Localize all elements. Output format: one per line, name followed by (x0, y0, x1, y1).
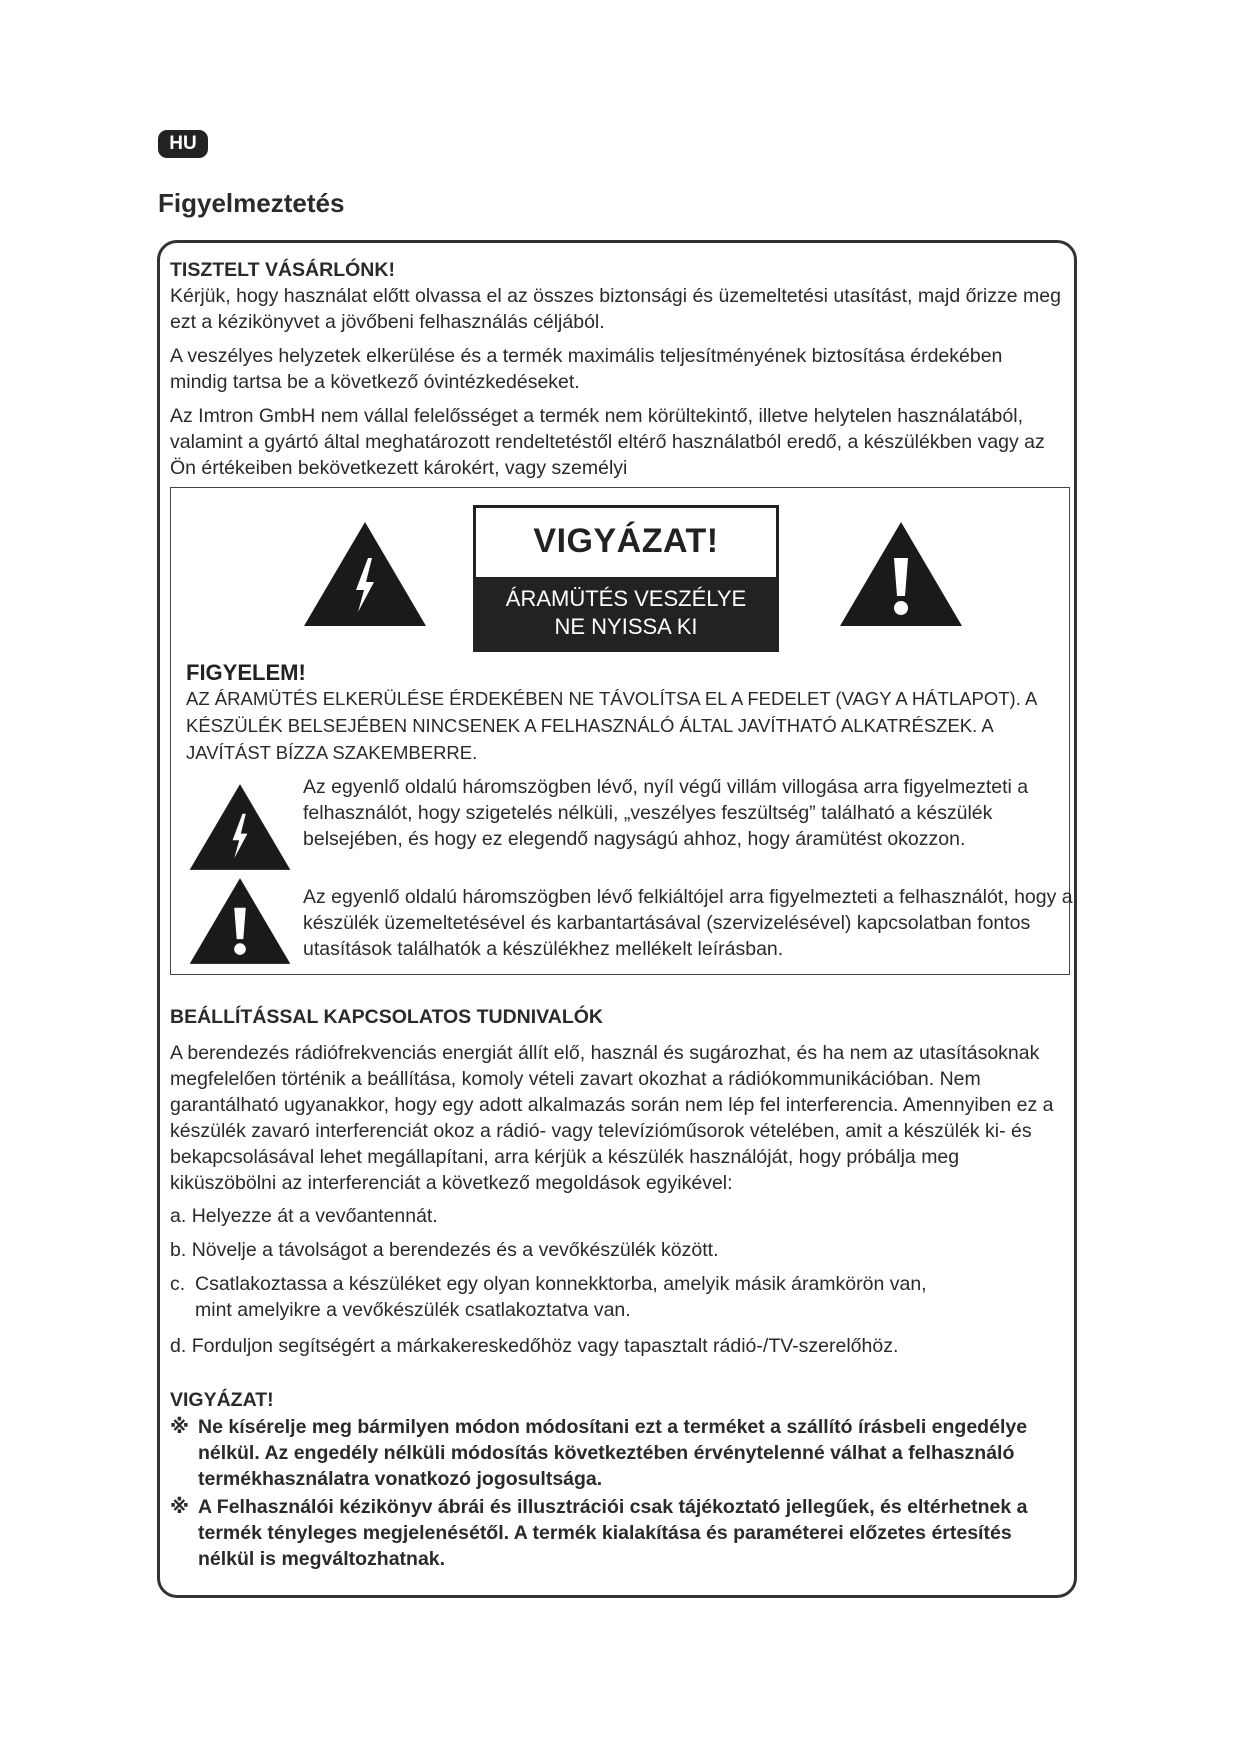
intro-paragraph-3: Az Imtron GmbH nem vállal felelősséget a termék nem körültekintő, illetve helytelen használatából, valamint a gyártó által meghatározott rendeltetéstől eltérő használatból eredő, a készülékben vagy az Ön értékeiben bekövetkezett károkért, vagy személyi (170, 405, 1045, 479)
caution-line-2: NE NYISSA KI (554, 614, 698, 639)
exclamation-triangle-icon (838, 520, 964, 628)
settings-item-a: a. Helyezze át a vevőantennát. (170, 1205, 438, 1227)
intro-paragraph-2: A veszélyes helyzetek elkerülése és a termék maximális teljesítményének biztosítása érdekében mindig tartsa be a következő óvintézkedéseket. (170, 345, 1003, 393)
caution-title: VIGYÁZAT! (533, 522, 719, 560)
intro-paragraph-1: Kérjük, hogy használat előtt olvassa el az összes biztonsági és üzemeltetési utasítást, majd őrizze meg ezt a kézikönyvet a jövőbeni felhasználás céljából. (170, 285, 1061, 333)
intro-heading: TISZTELT VÁSÁRLÓNK! (170, 259, 395, 281)
exclamation-symbol-icon (188, 875, 292, 967)
vigyazat-heading: VIGYÁZAT! (170, 1389, 274, 1411)
vigyazat-note-2: ※ A Felhasználói kézikönyv ábrái és illusztrációi csak tájékoztató jellegűek, és eltérhetnek a termék tényleges megjelenésétől. A termék kialakítása és paraméterei előzetes értesítés nélkül is megváltozhatnak. (170, 1496, 1028, 1570)
lightning-symbol-text: Az egyenlő oldalú háromszögben lévő, nyíl végű villám villogása arra figyelmezteti a felhasználót, hogy szigetelés nélküli, „veszélyes feszültség” található a készülék belsejében, és hogy ez elegendő nagyságú ahhoz, hogy áramütést okozzon. (303, 776, 1029, 850)
caution-band (476, 577, 776, 649)
settings-text: A berendezés rádiófrekvenciás energiát állít elő, használ és sugározhat, és ha nem az utasításoknak megfelelően történik a beállítása, komoly vételi zavart okozhat a rádiókommunikációban. Nem garantálható ugyanakkor, hogy egy adott alkalmazás során nem lép fel interferencia. Amennyiben ez a készülék zavaró interferenciát okoz a rádió- vagy televízióműsorok vételében, amit a készülék ki- és bekapcsolásával lehet megállapítani, arra kérjük a készülék használóját, hogy próbálja meg kiküszöbölni az interferenciát a következő megoldások egyikével: (170, 1042, 1054, 1194)
settings-item-c: c. Csatlakoztassa a készüléket egy olyan konnekktorba, amelyik másik áramkörön van, mint amelyikre a vevőkészülék csatlakoztatva van. (170, 1273, 927, 1321)
caution-label (473, 505, 779, 652)
page-title: Figyelmeztetés (158, 188, 345, 218)
language-badge: HU (158, 130, 208, 158)
lightning-triangle-icon (302, 520, 428, 628)
lightning-symbol-icon (188, 781, 292, 873)
exclamation-symbol-text: Az egyenlő oldalú háromszögben lévő felkiáltójel arra figyelmezteti a felhasználót, hogy a készülék üzemeltetésével és karbantartásával (szervizelésével) kapcsolatban fontos utasítások találhatók a készülékhez mellékelt leírásban. (303, 886, 1073, 960)
settings-heading: BEÁLLÍTÁSSAL KAPCSOLATOS TUDNIVALÓK (170, 1006, 603, 1028)
settings-item-d: d. Forduljon segítségért a márkakereskedőhöz vagy tapasztalt rádió-/TV-szerelőhöz. (170, 1335, 899, 1357)
settings-item-b: b. Növelje a távolságot a berendezés és a vevőkészülék között. (170, 1239, 719, 1261)
figyelem-heading: FIGYELEM! (186, 660, 306, 685)
caution-line-1: ÁRAMÜTÉS VESZÉLYE (505, 586, 747, 611)
figyelem-text: AZ ÁRAMÜTÉS ELKERÜLÉSE ÉRDEKÉBEN NE TÁVOLÍTSA EL A FEDELET (VAGY A HÁTLAPOT). A KÉSZÜLÉK BELSEJÉBEN NINCSENEK A FELHASZNÁLÓ ÁLTAL JAVÍTHATÓ ALKATRÉSZEK. A JAVÍTÁST BÍZZA SZAKEMBERRE. (186, 688, 1037, 763)
vigyazat-note-1: ※ Ne kísérelje meg bármilyen módon módosítani ezt a terméket a szállító írásbeli engedélye nélkül. Az engedély nélküli módosítás következtében érvénytelenné válhat a felhasználó termékhasználatra vonatkozó jogosultsága. (170, 1416, 1028, 1490)
